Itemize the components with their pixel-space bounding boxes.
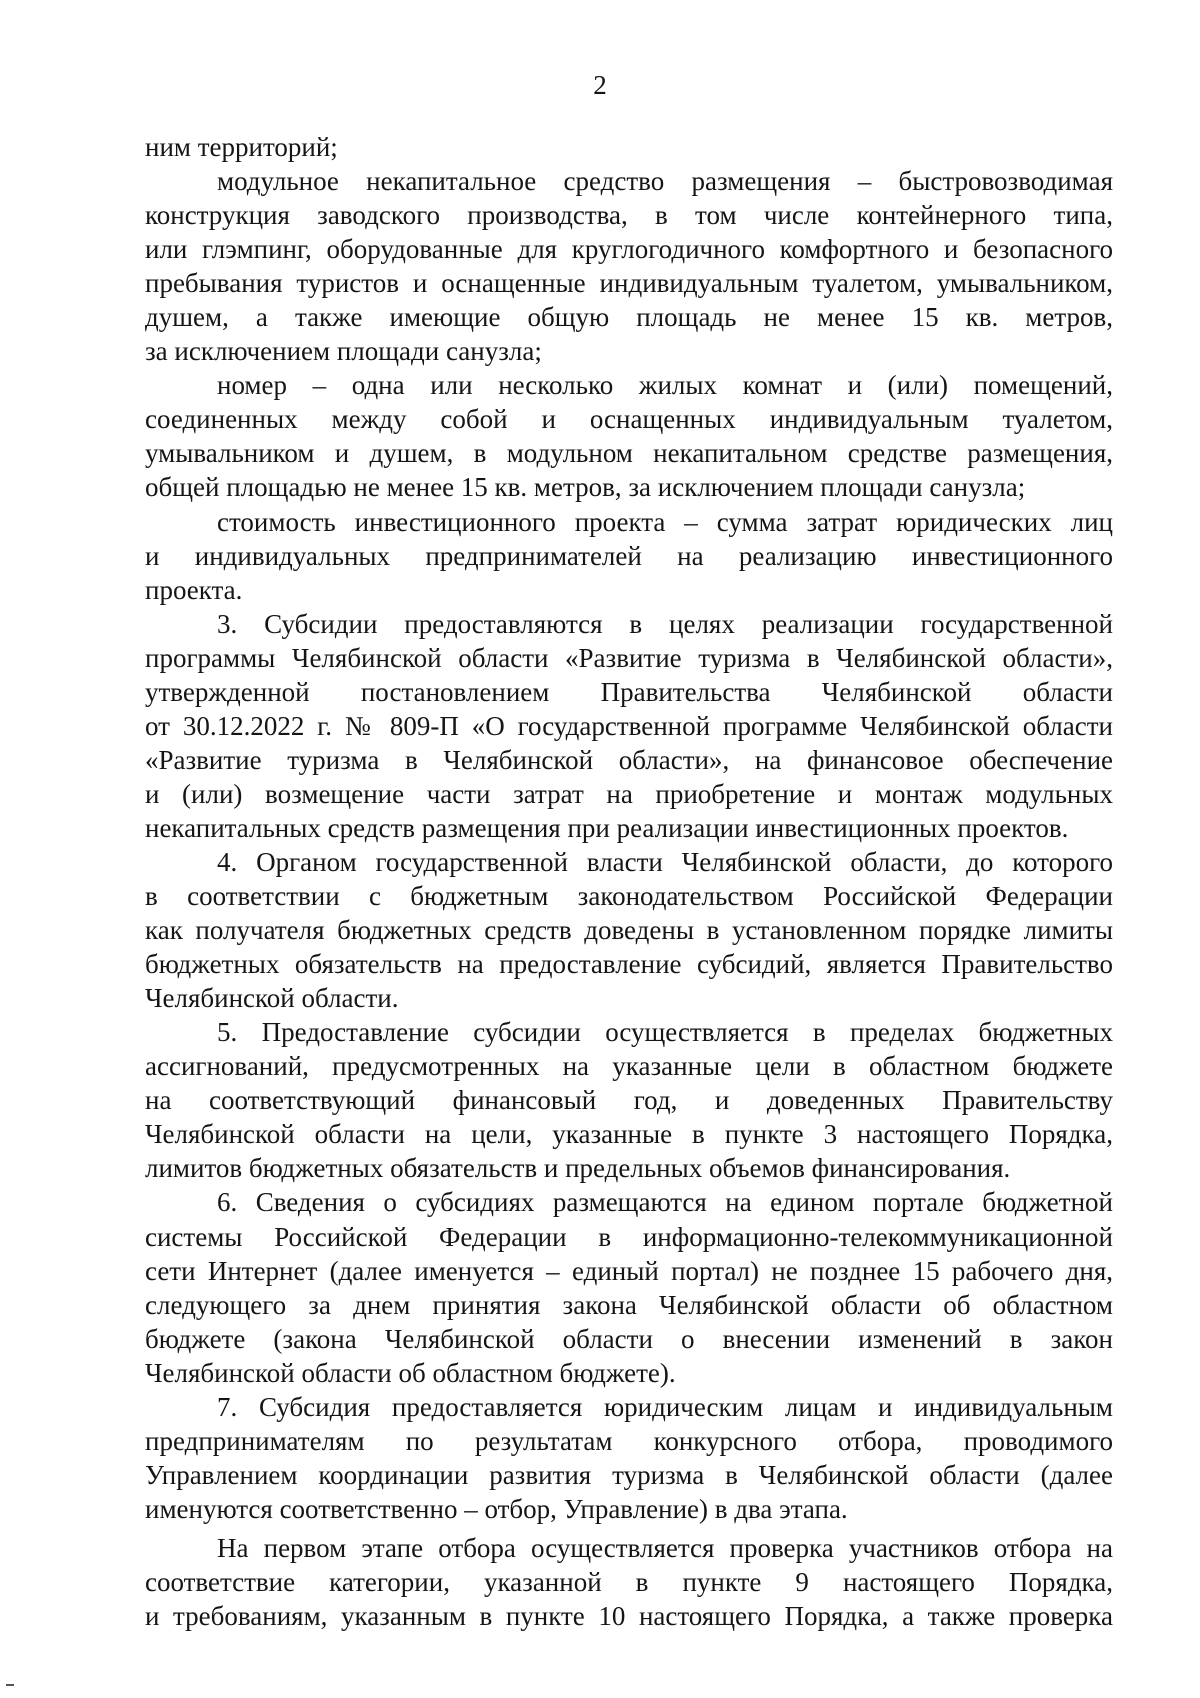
text-line: ним территорий; bbox=[145, 132, 338, 162]
text-line: 4. Органом государственной власти Челябинской области, до которого bbox=[217, 846, 1113, 877]
text-line: и (или) возмещение части затрат на приобретение и монтаж модульных bbox=[145, 778, 1113, 809]
text-line: некапитальных средств размещения при реализации инвестиционных проектов. bbox=[145, 812, 1069, 843]
text-line: сети Интернет (далее именуется – единый портал) не позднее 15 рабочего дня, bbox=[145, 1255, 1113, 1286]
text-line: или глэмпинг, оборудованные для круглогодичного комфортного и безопасного bbox=[145, 234, 1113, 265]
text-line: утвержденной постановлением Правительства Челябинской области bbox=[145, 676, 1113, 707]
text-line: предпринимателям по результатам конкурсного отбора, проводимого bbox=[145, 1425, 1113, 1456]
text-line: умывальником и душем, в модульном некапитальном средстве размещения, bbox=[145, 438, 1113, 469]
text-line: и индивидуальных предпринимателей на реализацию инвестиционного bbox=[145, 540, 1113, 571]
text-line: на соответствующий финансовый год, и доведенных Правительству bbox=[145, 1085, 1113, 1116]
text-line: соединенных между собой и оснащенных индивидуальным туалетом, bbox=[145, 404, 1113, 435]
text-line: системы Российской Федерации в информационно-телекоммуникационной bbox=[145, 1221, 1113, 1252]
text-line: именуются соответственно – отбор, Управление) в два этапа. bbox=[145, 1493, 848, 1524]
text-line: Челябинской области. bbox=[145, 983, 399, 1014]
text-line: за исключением площади санузла; bbox=[145, 336, 542, 367]
text-line: душем, а также имеющие общую площадь не менее 15 кв. метров, bbox=[145, 302, 1113, 333]
text-line: соответствие категории, указанной в пункте 9 настоящего Порядка, bbox=[145, 1566, 1113, 1597]
text-line: Управлением координации развития туризма в Челябинской области (далее bbox=[145, 1459, 1113, 1490]
text-line: бюджете (закона Челябинской области о внесении изменений в закон bbox=[145, 1323, 1113, 1354]
text-line: общей площадью не менее 15 кв. метров, за исключением площади санузла; bbox=[145, 472, 1026, 503]
text-line: программы Челябинской области «Развитие туризма в Челябинской области», bbox=[145, 642, 1113, 673]
text-line: «Развитие туризма в Челябинской области», на финансовое обеспечение bbox=[145, 744, 1113, 775]
text-line: Челябинской области об областном бюджете). bbox=[145, 1357, 676, 1388]
text-line: На первом этапе отбора осуществляется проверка участников отбора на bbox=[217, 1532, 1113, 1563]
scan-mark bbox=[6, 1684, 14, 1686]
text-line: стоимость инвестиционного проекта – сумма затрат юридических лиц bbox=[217, 506, 1113, 537]
text-line: от 30.12.2022 г. № 809-П «О государственной программе Челябинской области bbox=[145, 710, 1113, 741]
text-line: как получателя бюджетных средств доведены в установленном порядке лимиты bbox=[145, 915, 1113, 946]
text-line: лимитов бюджетных обязательств и предельных объемов финансирования. bbox=[145, 1153, 1011, 1184]
text-line: в соответствии с бюджетным законодательством Российской Федерации bbox=[145, 881, 1113, 912]
text-line: пребывания туристов и оснащенные индивидуальным туалетом, умывальником, bbox=[145, 268, 1113, 299]
text-line: 3. Субсидии предоставляются в целях реализации государственной bbox=[217, 608, 1113, 639]
text-line: конструкция заводского производства, в том числе контейнерного типа, bbox=[145, 200, 1113, 231]
text-line: 5. Предоставление субсидии осуществляется в пределах бюджетных bbox=[217, 1017, 1113, 1048]
document-body bbox=[145, 130, 1113, 1633]
text-line: 6. Сведения о субсидиях размещаются на едином портале бюджетной bbox=[217, 1187, 1113, 1218]
text-line: модульное некапитальное средство размещения – быстровозводимая bbox=[217, 166, 1113, 197]
text-line: проекта. bbox=[145, 574, 243, 605]
text-line: 7. Субсидия предоставляется юридическим лицам и индивидуальным bbox=[217, 1391, 1113, 1422]
text-line: бюджетных обязательств на предоставление субсидий, является Правительство bbox=[145, 949, 1113, 980]
text-line: Челябинской области на цели, указанные в пункте 3 настоящего Порядка, bbox=[145, 1119, 1113, 1150]
text-line: номер – одна или несколько жилых комнат и (или) помещений, bbox=[217, 370, 1113, 401]
text-line: следующего за днем принятия закона Челябинской области об областном bbox=[145, 1289, 1113, 1320]
text-line: и требованиям, указанным в пункте 10 настоящего Порядка, а также проверка bbox=[145, 1601, 1113, 1632]
page-number: 2 bbox=[593, 70, 607, 100]
text-line: ассигнований, предусмотренных на указанные цели в областном бюджете bbox=[145, 1051, 1113, 1082]
